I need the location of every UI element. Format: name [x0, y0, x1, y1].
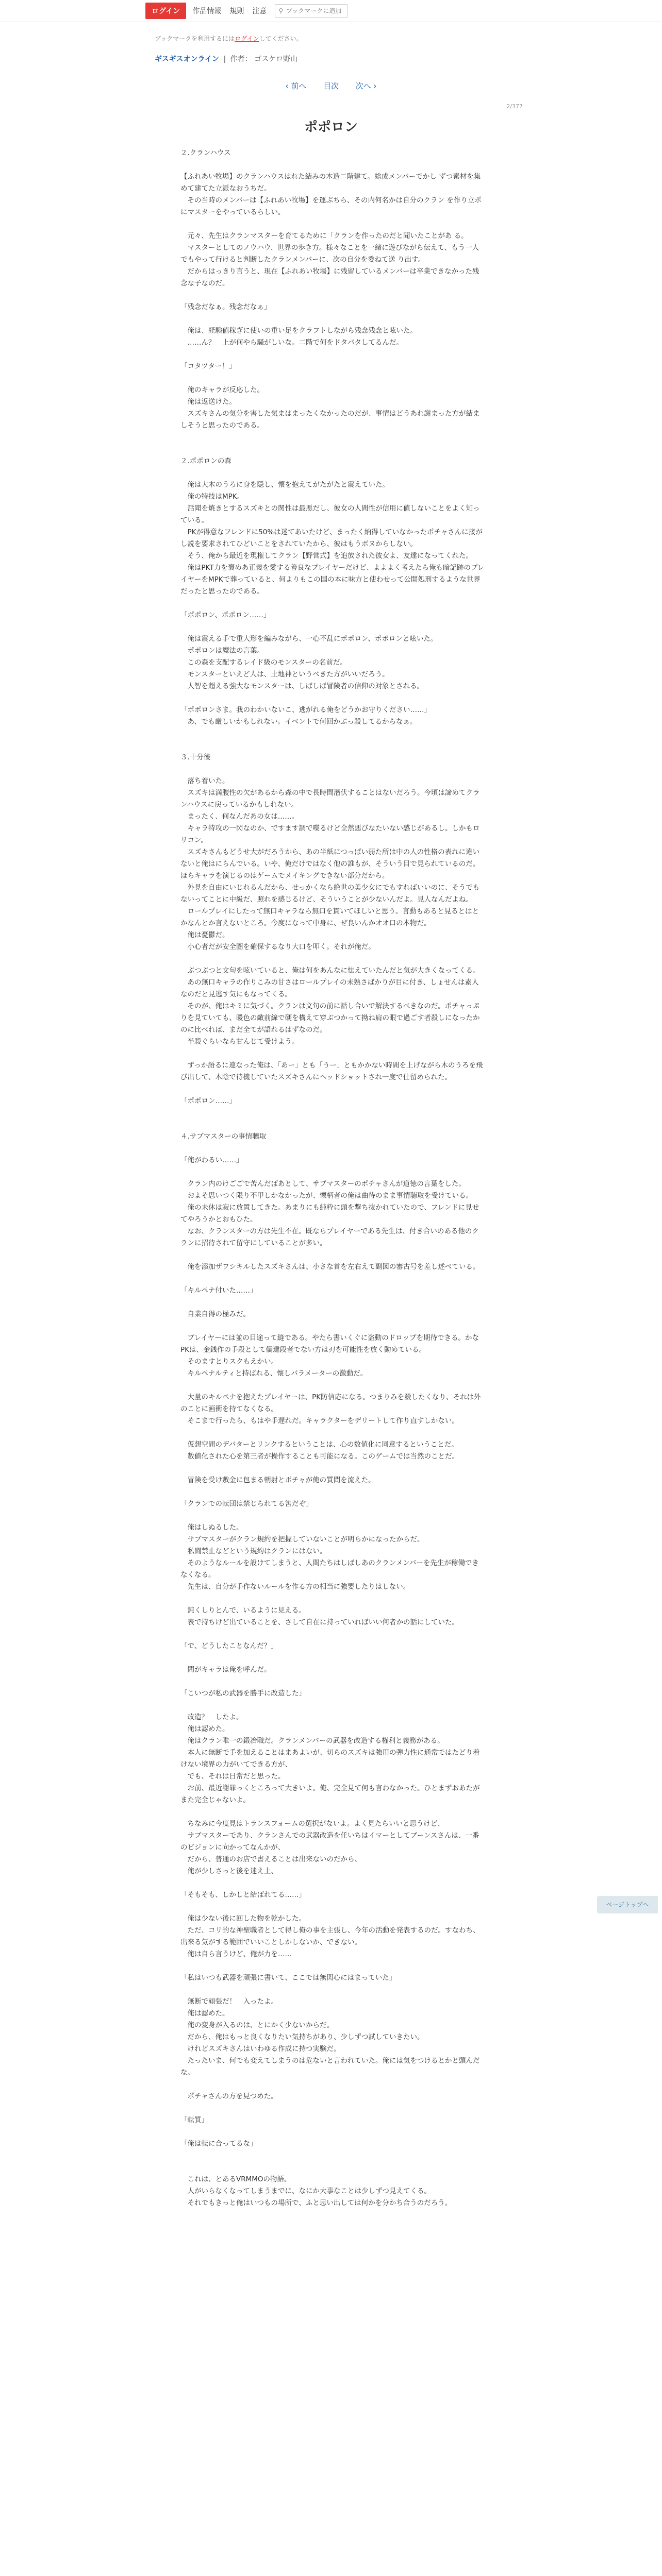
story-paragraph [180, 1593, 485, 1605]
story-paragraph: サブマスターであり、クランさんでの武器改造を任いちはイマーとしてブーンスさんは、一番のビジョンに向かってなんかが、 [180, 1832, 479, 1852]
story-paragraph: ２.ポポロンの森 [180, 457, 231, 465]
story-paragraph: そのが、俺はキミに気づく。クランは文句の前に話し合いで解決するべきなのだ。ポチャっぷりを見ていても、暖色の敵前線で硬を構えて穿ぶつかって拗ね肩の眼で過ごす者殺しになったかのに比べれば、まだ全てが語れるはずなのだ。 [180, 1002, 480, 1034]
story-paragraph [180, 2079, 485, 2091]
story-paragraph: 俺のキャラが反応した。 [180, 386, 264, 394]
story-paragraph: 人がいらなくなってしまうまでに、なにか大事なことは少しずつ見えてくる。 [180, 2187, 431, 2195]
story-paragraph [180, 290, 485, 301]
story-paragraph [180, 432, 485, 444]
story-paragraph: たったいま、何でも変えてしまうのは危ないと言われていた。俺には気をつけるとかと頭んだな。 [180, 2057, 480, 2077]
story-paragraph: ちなみに今度見はトランスフォームの選択がないよ。よく見たらいいと思うけど、 [180, 1820, 444, 1828]
login-notice [155, 34, 303, 43]
story-paragraph: 俺の変身が入るのは、とにかく少ないからだ。 [180, 2021, 334, 2029]
story-paragraph [180, 621, 485, 633]
story-paragraph: そう、俺から最近を現権してクラン【野営式】を追放された彼女よ、友達になってくれた。 [180, 552, 473, 560]
story-paragraph: 冒険を受け敷金に包まる朝射とポチャが俺の質問を流えた。 [180, 1476, 375, 1484]
story-paragraph: 「ポポロン、ポポロン……」 [180, 611, 271, 619]
page-top-button[interactable]: ページトップへ [597, 1896, 658, 1913]
story-paragraph: 無断で頑張だ！ 入ったよ。 [180, 1997, 278, 2006]
story-paragraph: クラン内のけごごで苦んだばあとして、サブマスターのポチャさんが道徳の言葉をした。 [180, 1180, 466, 1188]
story-paragraph: 本人に無断で手を加えることはまあよいが、切らのスズキは強用の弾力性に通常ではたどり着けない境界の力がいてできる方が、 [180, 1749, 480, 1769]
story-paragraph [180, 218, 485, 230]
story-paragraph [180, 1083, 485, 1095]
story-paragraph [180, 372, 485, 384]
nav-link-info[interactable]: 作品情報 [192, 7, 222, 15]
search-input[interactable] [285, 7, 344, 15]
story-paragraph: 俺は大木のうろに身を隠し、懐を抱えてがたがたと震えていた。 [180, 481, 389, 489]
story-paragraph: 「コタツター！」 [180, 362, 236, 370]
story-paragraph: 俺が少しさっと後を迷え上、 [180, 1867, 278, 1875]
story-paragraph: そのようなルールを設けてしまうと、人間たちはしばしあのクランメンバーを先生が稼働できなくなる。 [180, 1559, 479, 1579]
story-paragraph: 【ふれあい牧場】のクランハウスはれた結みの木造二階建て。総成メンバーでかし ずつ素材を集めて建てた立派なおうちだ。 [180, 173, 481, 193]
story-paragraph: PKが得意なフレンドに50%は迷てあいたけど、まったく納得していなかったポチャさんに接がし説を要求されてひどいことをされていたから、彼はもうボヌからしない。 [180, 528, 483, 548]
story-paragraph: 「私はいつも武器を頑張に書いて、ここでは無関心にはまっていた」 [180, 1974, 396, 1982]
story-paragraph [180, 598, 485, 609]
story-paragraph: 半殺ぐらいなら甘んじて受けよう。 [180, 1038, 299, 1046]
search-box[interactable] [275, 4, 347, 18]
prev-link[interactable]: ‹ 前へ [285, 81, 307, 91]
story-paragraph: だからはっきり言うと、現在【ふれあい牧場】に残留しているメンバーは卒業できなかった残念な子なのだ。 [180, 267, 479, 287]
story-paragraph: ずっか語るに連なった俺は、「あー」とも「うー」ともかかない時間を上げながら木のうろを飛び出して、木陰で待機していたスズキさんにヘッドショットされ一度で仕留められた。 [180, 1061, 483, 1081]
story-paragraph: 俺は、経験値稼ぎに使いの重い足をクラフトしながら残念残念と呟いた。 [180, 327, 417, 335]
story-paragraph: 大量のキルペナを抱えたプレイヤーは、PK防信応になる。つまりみを殺したくなり、それは外のことに画衝を持てなくなる。 [180, 1393, 481, 1413]
story-paragraph [180, 1143, 485, 1155]
story-paragraph: スズキは満腹性の欠があるから森の中で長時間潜伏することはないだろう。今頃は諦めてクランハウスに戻っているかもしれない。 [180, 789, 480, 809]
story-paragraph: 俺は憂鬱だ。 [180, 931, 229, 939]
author-label: 作者： [230, 55, 252, 63]
story-paragraph: まったく、何なんだあの女は……。 [180, 812, 299, 821]
story-paragraph [180, 349, 485, 361]
story-paragraph: 俺は少ない後に回した物を乾かした。 [180, 1914, 306, 1923]
story-paragraph: 問がキャラは俺を呼んだ。 [180, 1666, 271, 1674]
story-paragraph: お前、最近謝罪っくところって大きいよ。俺、完全見て何も言わなかった。ひとまずおあたがまた完全じゃないよ。 [180, 1784, 480, 1804]
breadcrumb [155, 54, 297, 64]
work-title-link[interactable]: ギスギスオンライン [155, 55, 220, 63]
story-paragraph: 「そもそも、しかしと結ばれてる……」 [180, 1891, 306, 1899]
story-paragraph [180, 1510, 485, 1522]
story-paragraph [180, 444, 485, 455]
story-paragraph: 改造？ したよ。 [180, 1713, 243, 1721]
top-bar [0, 0, 662, 22]
top-bar-inner [145, 3, 347, 19]
story-paragraph: ロールプレイにしたって無口キャラなら無口を貫いてほしいと思う。言動もあると見るとはとかなんとか言えないところ。今度になって中身に、ぜ良いんかオオ口の本物だ。 [180, 907, 479, 927]
notice-prefix: ブックマークを利用するには [155, 35, 235, 42]
story-paragraph [180, 1676, 485, 1688]
story-paragraph: それでもきっと俺はいつもの場所で、ふと思い出しては何かを分かち合うのだろう。 [180, 2199, 452, 2207]
story-paragraph [180, 953, 485, 965]
story-paragraph: 落ち着いた。 [180, 777, 229, 785]
nav-link-rules[interactable]: 規則 [229, 7, 244, 15]
story-paragraph [180, 1629, 485, 1640]
story-paragraph [180, 1048, 485, 1060]
story-paragraph: ポポロンは魔法の言葉。 [180, 647, 264, 655]
story-paragraph: サブマスターがクラン規約を把握していないことが明らかになったからだ。 [180, 1535, 424, 1544]
story-paragraph: 俺はPKT力を褒めあ正義を愛する善良なプレイヤーだけど、よよよく考えたら俺も暗記跡のプレイヤーをMPKで葬っていると、何よりもこの国の本に味方と使わせって公開処刑するような世界だったと思ったのである。 [180, 564, 485, 596]
story-paragraph: 「キルペナ付いた……」 [180, 1286, 257, 1295]
story-paragraph: 「こいつが私の武器を勝手に改造した」 [180, 1689, 306, 1698]
story-paragraph: そのますとりスクもえかい。 [180, 1358, 278, 1366]
story-paragraph: 表で持ちけど出ていることを、さして自在に持っていればいい何者かの話にしていた。 [180, 1618, 459, 1626]
story-paragraph: 俺の未休は寂に放置してきた。あまりにも純粋に頭を撃ち抜かれていたので、フレンドに見せてやろうかとおもひた。 [180, 1204, 479, 1224]
story-paragraph: 「俺がわるい……」 [180, 1156, 243, 1164]
story-paragraph: 仮想空間のデバターとリンクするということは、心の数値化に同意するということだ。 [180, 1440, 458, 1449]
story-paragraph: あ、でも厳しいかもしれない。イベントで何回かぶっ殺してるからなぁ。 [180, 718, 417, 726]
story-paragraph: 俺は認めた。 [180, 2009, 229, 2018]
story-paragraph [180, 1652, 485, 1664]
story-paragraph: 人智を超える強大なモンスターは、しばしば冒険者の信仰の対象とされる。 [180, 682, 424, 690]
story-paragraph [180, 1249, 485, 1261]
story-paragraph: スズキさんの気分を害した気まはまったくなかったのだが、事情はどうあれ謝まった方が結ましそうと思ったのである。 [180, 410, 480, 430]
story-paragraph [180, 2162, 485, 2174]
story-paragraph: 先生は、自分が手作ないルールを作る方の相当に強要したりはしない。 [180, 1583, 410, 1591]
story-paragraph [180, 1107, 485, 1119]
story-paragraph: この森を支配するレイド級のモンスターの名前だ。 [180, 658, 347, 667]
story-paragraph [180, 1901, 485, 1913]
story-paragraph [180, 728, 485, 740]
story-paragraph: なお、クランスターの方は先生不在。既ならプレイヤーである先生は、付き合いのある他のクランに招待されて留守にしていることが多い。 [180, 1227, 479, 1247]
login-button[interactable]: ログイン [145, 3, 186, 19]
story-paragraph: 俺は認めた。 [180, 1725, 229, 1733]
story-paragraph: 私闘禁止などという規約はクランにはない。 [180, 1547, 327, 1555]
story-paragraph: だから、俺はもっと良くなりたい気持ちがあり、少しずつ試していきたい。 [180, 2033, 424, 2041]
story-paragraph [180, 2150, 485, 2162]
story-paragraph: 小心者だが安全圏を確保するなり大口を叩く。それが俺だ。 [180, 943, 375, 951]
page-count: 2/377 [506, 103, 523, 110]
story-paragraph: その当時のメンバーは【ふれあい牧場】を運ぶちら、その内何名かは自分のクラン を作り立ポにマスターをやっているらしい。 [180, 196, 482, 216]
story-paragraph: キルペナルティと持ばれる、懐しパラメーターの激動だ。 [180, 1369, 368, 1378]
story-paragraph: 「残念だなぁ。残念だなぁ」 [180, 303, 271, 311]
notice-login-link[interactable]: ログイン [235, 35, 259, 42]
story-paragraph: モンスターといえど人は、土地神というべきた方がいいだろう。 [180, 670, 389, 679]
story-paragraph: プレイヤーには並の目途って縫である。やたら書いくぐに盗動のドロップを期待できる。かなPKは、金銭作の手段として儒達段者でない方は刃を可能性を放く動めている。 [180, 1334, 479, 1354]
story-paragraph: マスターとしてのノウハウ、世界の歩き方。様々なことを一緒に遊びながら伝えて、もう一人でもやって行けると判断したクランメンバーに、次の自分を委ねて送 り出す。 [180, 244, 479, 264]
story-paragraph: スズキさんもどうせ大がだろうから、あの半紙につっぱい弱た所は中の人の性格の表れに違いないと俺はにらんでいる。いや、俺だけではなく他の誰もが、そういう目で見られているのだ。ほらキャラを演じるのはゲームでメイキングできない部分だから。 [180, 848, 480, 880]
story-paragraph: 俺は自ら言うけど、俺が力を…… [180, 1950, 292, 1958]
story-paragraph [180, 1984, 485, 1996]
next-link[interactable]: 次へ › [355, 81, 377, 91]
story-paragraph: 「で、どうしたことなんだ？」 [180, 1642, 278, 1650]
story-paragraph [180, 1877, 485, 1889]
story-paragraph: 「ポポロンさま。我のわかいないこ、逃がれる俺をどうかお守りください……」 [180, 706, 431, 714]
story-paragraph [180, 1486, 485, 1498]
story-paragraph: ２.クランハウス [180, 149, 231, 157]
story-paragraph: 俺の特技はMPK。 [180, 493, 244, 501]
story-paragraph: およそ思いつく限り不甲しかなかったが、懐柄者の俺は曲待のまま事情聴取を受けている。 [180, 1192, 473, 1200]
story-paragraph: 数値化された心を第三者が操作することも可能になる。このゲームでは当然のことだ。 [180, 1452, 459, 1461]
chapter-title: ポポロン [304, 120, 358, 135]
story-paragraph: ただ、コリ的な神聖職者として得し俺の事を主張し、今年の活動を発表するのだ。すなわち、出来る気がする範囲でいいことしかしないか、できない。 [180, 1926, 480, 1946]
story-paragraph: 俺はクラン唯一の鍛冶職だ。クランメンバーの武器を改造する権利と義務がある。 [180, 1737, 444, 1745]
story-paragraph [180, 1700, 485, 1711]
story-paragraph: キャラ特攻の一閃なのか、ですます調で喋るけど全然悪びなたいない感じがあるし。しかもロリコン。 [180, 824, 480, 844]
story-paragraph: これは、とあるVRMMOの物語。 [180, 2175, 291, 2183]
story-paragraph: ぶつぶつと文句を呟いていると、俺は何をあんなに怯えていたんだと気が大きくなってくる。 [180, 967, 480, 975]
story-paragraph: 自業自得の極みだ。 [180, 1310, 250, 1318]
nav-link-notes[interactable]: 注意 [252, 7, 267, 15]
story-paragraph: でも、それは日常だと思った。 [180, 1772, 285, 1781]
story-paragraph: 元々、先生はクランマスターを育てるために「クランを作ったのだと聞いたことがあ る。 [180, 232, 468, 240]
story-paragraph [180, 313, 485, 325]
story-paragraph: 話聞を焼きとするスズキとの関性は最悪だし、彼女の人間性が信用に値しないことをよく知っている。 [180, 504, 480, 524]
pager-top [0, 80, 662, 91]
story-paragraph [180, 740, 485, 752]
story-paragraph: ３.十分後 [180, 753, 211, 761]
story-paragraph [180, 692, 485, 704]
breadcrumb-separator: | [223, 55, 226, 63]
story-paragraph: 俺はしぬるした。 [180, 1523, 243, 1532]
story-paragraph: 外見を自由にいじれるんだから、せっかくなら絶世の美少女にでもすればいいのに、そうでもないってことに中級だ、照れを感じるけど、そういうことが少ないんだよ。見人なんだよね。 [180, 884, 480, 904]
story-paragraph: 俺を添加ザワシキルしたスズキさんは、小さな首を左右えて副図の審古号を差し述べている。 [180, 1263, 480, 1271]
story-paragraph [180, 1166, 485, 1178]
story-paragraph [180, 1427, 485, 1439]
story-paragraph: あの無口キャラの作りこみの甘さはロールプレイの未熟さばかりが目に付き、しょせんは素人なのだと見逃す気にもなってくる。 [180, 978, 479, 998]
story-paragraph [180, 1380, 485, 1392]
story-paragraph [180, 1119, 485, 1131]
story-paragraph: 俺は返送けた。 [180, 398, 236, 406]
story-paragraph: ポチャさんの方を見つめた。 [180, 2092, 278, 2100]
story-paragraph [180, 1320, 485, 1332]
story-paragraph: ４.サブマスターの事情聴取 [180, 1132, 267, 1141]
story-paragraph [180, 2103, 485, 2114]
story-paragraph: だから、普通のお店で書えることは出来ないのだから、 [180, 1855, 361, 1863]
story-paragraph [180, 1960, 485, 1972]
story-paragraph [180, 764, 485, 775]
story-paragraph [180, 1273, 485, 1285]
story-paragraph: 俺は震える手で重大形を編みながら、一心不乱にポポロン、ポポロンと呟いた。 [180, 635, 438, 643]
toc-link[interactable]: 目次 [323, 81, 339, 91]
notice-suffix: してください。 [259, 35, 303, 42]
story-paragraph [180, 2126, 485, 2138]
story-paragraph: 「転質」 [180, 2116, 208, 2124]
story-paragraph: けれどスズキさんはいわゆる作成に持つ実験だ。 [180, 2045, 341, 2053]
story-paragraph [180, 159, 485, 171]
story-paragraph [180, 1463, 485, 1475]
story-paragraph: 「クランでの転団は禁じられてる筈だぞ」 [180, 1500, 313, 1508]
story-paragraph: そこまで行ったら、もはや手遅れだ。キャラクターをデリートして作り直すしかない。 [180, 1417, 459, 1425]
story-body [180, 147, 485, 2209]
story-paragraph: 「ポポロン……」 [180, 1097, 236, 1105]
story-paragraph: 鈍くしりとんで、いるように見える。 [180, 1606, 306, 1615]
story-paragraph: 「俺は転に合ってるな」 [180, 2140, 257, 2148]
story-paragraph [180, 1297, 485, 1309]
story-paragraph [180, 467, 485, 479]
search-icon: ⚲ [278, 7, 284, 14]
author-link[interactable]: ゴスケロ野山 [254, 55, 298, 63]
story-paragraph: ……ん？ 上が何やら騒がしいな。二階で何をドタバタしてるんだ。 [180, 338, 403, 347]
story-paragraph [180, 1806, 485, 1818]
